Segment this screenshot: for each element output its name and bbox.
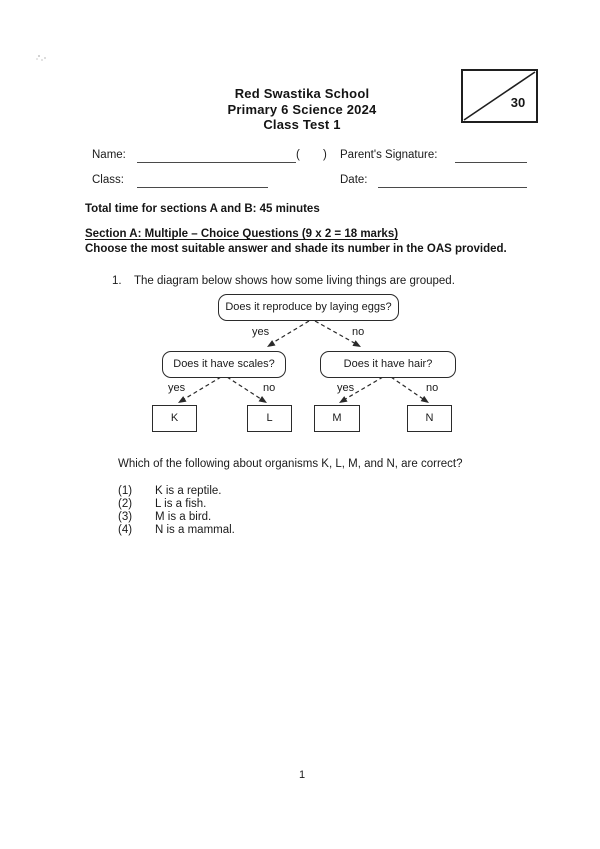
name-blank-line (137, 162, 296, 163)
diagram-root-yes-label: yes (252, 326, 270, 338)
option-3-text: M is a bird. (155, 511, 212, 523)
diagram-scales-node: Does it have scales? (162, 351, 286, 378)
page-number: 1 (298, 769, 306, 781)
diagram-root-no-label: no (352, 326, 365, 338)
option-2-text: L is a fish. (155, 498, 207, 510)
diagram-root-node: Does it reproduce by laying eggs? (218, 294, 399, 321)
paper-subject: Primary 6 Science 2024 (227, 101, 377, 117)
section-a-instruction: Choose the most suitable answer and shade its number in the OAS provided. (85, 243, 507, 255)
total-time-line: Total time for sections A and B: 45 minutes (85, 203, 320, 215)
diagram-leaf-l: L (247, 405, 292, 432)
section-a-heading: Section A: Multiple – Choice Questions (9 x 2 = 18 marks) (85, 228, 399, 240)
diagram-leaf-n: N (407, 405, 452, 432)
option-4-number: (4) (118, 524, 133, 536)
paper-header (0, 86, 600, 133)
class-blank-line (137, 187, 268, 188)
option-3-number: (3) (118, 511, 133, 523)
scan-artifact (38, 55, 40, 57)
option-1-text: K is a reptile. (155, 485, 222, 497)
parent-signature-label: Parent's Signature: (340, 149, 438, 161)
diagram-hair-no-label: no (426, 382, 439, 394)
class-label: Class: (92, 174, 124, 186)
parent-signature-blank-line (455, 162, 527, 163)
date-blank-line (378, 187, 527, 188)
option-4-text: N is a mammal. (155, 524, 235, 536)
diagram-scales-yes-label: yes (168, 382, 186, 394)
option-2-number: (2) (118, 498, 133, 510)
question1-text: The diagram below shows how some living things are grouped. (134, 275, 455, 287)
diagram-scales-no-label: no (263, 382, 276, 394)
index-paren-open: ( (296, 149, 300, 161)
total-marks: 30 (510, 95, 526, 110)
date-label: Date: (340, 174, 368, 186)
option-1-number: (1) (118, 485, 133, 497)
question1-number: 1. (112, 275, 122, 287)
question1-prompt: Which of the following about organisms K, L, M, and N, are correct? (118, 458, 463, 470)
name-label: Name: (92, 149, 126, 161)
diagram-hair-node: Does it have hair? (320, 351, 456, 378)
diagram-leaf-k: K (152, 405, 197, 432)
index-paren-close: ) (323, 149, 327, 161)
diagram-leaf-m: M (314, 405, 360, 432)
paper-test-title: Class Test 1 (263, 117, 341, 132)
diagram-hair-yes-label: yes (337, 382, 355, 394)
school-name: Red Swastika School (234, 86, 370, 101)
